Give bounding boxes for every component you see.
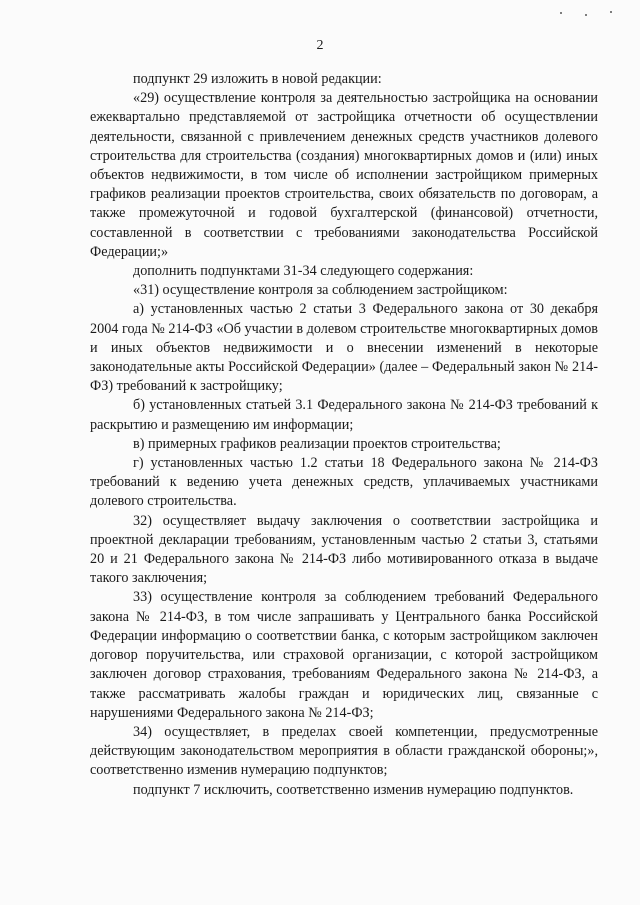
paragraph-add-items: дополнить подпунктами 31-34 следующего содержания: (133, 263, 474, 280)
paragraph-item-31-g: г) установленных частью 1.2 статьи 18 Федерального закона № 214-ФЗ требований к ведению учета денежных средств, уплачиваемых участниками долевого строительства. (90, 455, 598, 510)
scan-speck (585, 14, 587, 16)
paragraph-intro: подпункт 29 изложить в новой редакции: (133, 71, 382, 87)
paragraph-item-7: подпункт 7 исключить, соответственно изменив нумерацию подпунктов. (133, 781, 574, 798)
scan-speck (560, 12, 562, 14)
paragraph-item-29: «29) осуществление контроля за деятельностью застройщика на основании ежеквартально представляемой от застройщика отчетности об осуществлении деятельности, связанной с привлечением денежных средств участников долевого строительства для строительства (создания) многоквартирных домов и (или) иных объектов недвижимости, в том числе об исполнении застройщиком примерных графиков реализации проектов строительства, своих обязательств по договорам, а также промежуточной и годовой бухгалтерской (финансовой) отчетности, составленной в соответствии с требованиями законодательства Российской Федерации;» (90, 90, 598, 260)
paragraph-item-32: 32) осуществляет выдачу заключения о соответствии застройщика и проектной декларации требованиям, установленным частью 2 статьи 3, статьями 20 и 21 Федерального закона № 214-ФЗ либо мотивированного отказа в выдаче такого заключения; (90, 512, 598, 587)
page-number: 2 (316, 38, 324, 53)
document-body (90, 70, 598, 800)
paragraph-item-34: 34) осуществляет, в пределах своей компетенции, предусмотренные действующим законодательством мероприятия в области гражданской обороны;», соответственно изменив нумерацию подпунктов; (90, 723, 598, 779)
paragraph-item-33: 33) осуществление контроля за соблюдением требований Федерального закона № 214-ФЗ, в том числе запрашивать у Центрального банка Российской Федерации информацию о соответствии банка, с которым застройщиком заключен договор поручительства, или страховой организации, с которой застройщиком заключен договор страхования, требованиям Федерального закона № 214-ФЗ, а также рассматривать жалобы граждан и юридических лиц, связанные с нарушениями Федерального закона № 214-ФЗ; (90, 589, 598, 721)
scan-speck (610, 11, 612, 13)
paragraph-item-31-v: в) примерных графиков реализации проектов строительства; (133, 435, 501, 452)
paragraph-item-31: «31) осуществление контроля за соблюдением застройщиком: (133, 282, 508, 299)
paragraph-item-31-b: б) установленных статьей 3.1 Федерального закона № 214-ФЗ требований к раскрытию и размещению им информации; (90, 397, 598, 433)
paragraph-item-31-a: а) установленных частью 2 статьи 3 Федерального закона от 30 декабря 2004 года № 214-ФЗ «Об участии в долевом строительстве многоквартирных домов и иных объектов недвижимости и о внесении изменений в некоторые законодательные акты Российской Федерации» (далее – Федеральный закон № 214-ФЗ) требований к застройщику; (90, 301, 598, 395)
